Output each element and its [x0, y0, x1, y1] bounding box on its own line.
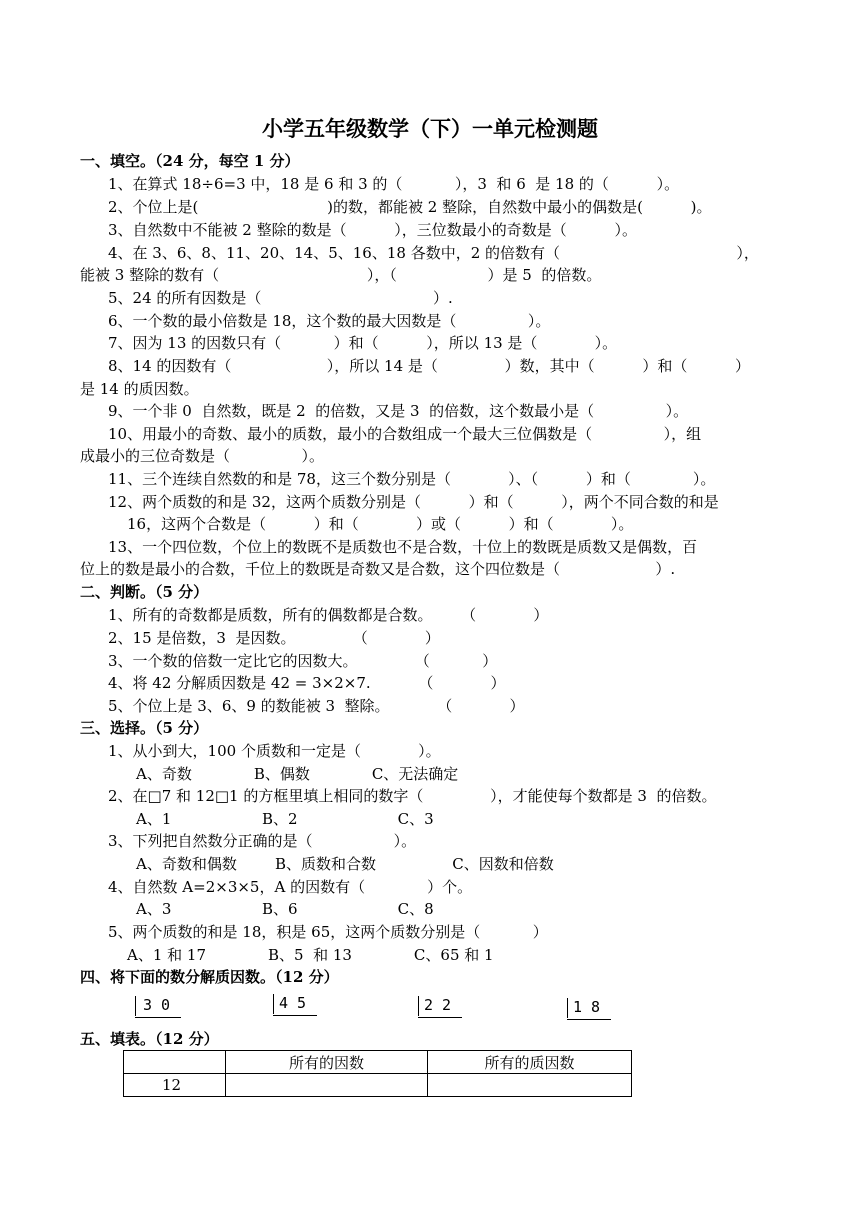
- question-2-4: 4、将 42 分解质因数是 42 = 3×2×7. （ ）: [108, 674, 506, 692]
- section-2-heading: 二、判断。（5 分）: [80, 583, 209, 601]
- factor-number-18: 1 8: [573, 998, 601, 1016]
- question-1-5: 5、24 的所有因数是（ ）.: [108, 289, 453, 307]
- factor-box-45: [273, 994, 317, 1014]
- table-row: [124, 1074, 632, 1097]
- question-3-4-options: A、3 B、6 C、8: [136, 900, 434, 918]
- question-3-3-options: A、奇数和偶数 B、质数和合数 C、因数和倍数: [136, 855, 554, 873]
- question-1-8b: 是 14 的质因数。: [80, 380, 199, 398]
- table-header-prime-factors: 所有的质因数: [428, 1051, 632, 1074]
- question-2-1: 1、所有的奇数都是质数，所有的偶数都是合数。 （ ）: [108, 606, 549, 624]
- question-2-5: 5、个位上是 3、6、9 的数能被 3 整除。 （ ）: [108, 697, 525, 715]
- factor-box-18: [567, 998, 611, 1018]
- factor-table: [123, 1050, 632, 1097]
- question-1-6: 6、一个数的最小倍数是 18，这个数的最大因数是（ ）。: [108, 312, 551, 330]
- table-header-row: [124, 1051, 632, 1074]
- question-1-4a: 4、在 3、6、8、11、20、14、5、16、18 各数中，2 的倍数有（ ），: [108, 244, 759, 262]
- question-1-10b: 成最小的三位奇数是（ ）。: [80, 447, 325, 465]
- factor-number-22: 2 2: [424, 996, 452, 1014]
- question-1-12b: 16，这两个合数是（ ）和（ ）或（ ）和（ ）。: [127, 515, 634, 533]
- question-3-2-options: A、1 B、2 C、3: [136, 810, 434, 828]
- question-3-1-options: A、奇数 B、偶数 C、无法确定: [136, 765, 459, 783]
- question-3-4: 4、自然数 A=2×3×5，A 的因数有（ ）个。: [108, 878, 473, 896]
- table-row-label: 12: [124, 1074, 226, 1097]
- table-corner-cell: [124, 1051, 226, 1074]
- question-1-7: 7、因为 13 的因数只有（ ）和（ ），所以 13 是（ ）。: [108, 334, 618, 352]
- question-1-13b: 位上的数是最小的合数，千位上的数既是奇数又是合数，这个四位数是（ ）.: [80, 560, 676, 578]
- question-2-3: 3、一个数的倍数一定比它的因数大。 （ ）: [108, 652, 498, 670]
- table-cell-prime-factors[interactable]: [428, 1074, 632, 1097]
- question-1-9: 9、一个非 0 自然数，既是 2 的倍数，又是 3 的倍数，这个数最小是（ ）。: [108, 402, 689, 420]
- factor-number-30: 3 0: [143, 996, 171, 1014]
- section-3-heading: 三、选择。（5 分）: [80, 719, 209, 737]
- section-1-heading: 一、填空。（24 分，每空 1 分）: [80, 152, 300, 170]
- question-3-1: 1、从小到大，100 个质数和一定是（ ）。: [108, 742, 441, 760]
- question-1-1: 1、在算式 18÷6=3 中，18 是 6 和 3 的（ ），3 和 6 是 18 的（ ）。: [108, 175, 680, 193]
- question-1-4b: 能被 3 整除的数有（ ），（ ）是 5 的倍数。: [80, 266, 602, 284]
- section-4-heading: 四、将下面的数分解质因数。（12 分）: [80, 968, 339, 986]
- factor-box-22: [418, 996, 462, 1016]
- table-header-all-factors: 所有的因数: [226, 1051, 428, 1074]
- question-1-10a: 10、用最小的奇数、最小的质数，最小的合数组成一个最大三位偶数是（ ），组: [108, 425, 702, 443]
- table-cell-all-factors[interactable]: [226, 1074, 428, 1097]
- question-3-5-options: A、1 和 17 B、5 和 13 C、65 和 1: [127, 946, 494, 964]
- question-1-13a: 13、一个四位数，个位上的数既不是质数也不是合数，十位上的数既是质数又是偶数，百: [108, 538, 698, 556]
- question-1-11: 11、三个连续自然数的和是 78，这三个数分别是（ ）、（ ）和（ ）。: [108, 470, 716, 488]
- factor-box-30: [135, 996, 181, 1016]
- question-3-5: 5、两个质数的和是 18，积是 65，这两个质数分别是（ ）: [108, 923, 548, 941]
- section-5-heading: 五、填表。（12 分）: [80, 1030, 219, 1048]
- page-title: 小学五年级数学（下）一单元检测题: [262, 116, 598, 141]
- question-1-12a: 12、两个质数的和是 32，这两个质数分别是（ ）和（ ），两个不同合数的和是: [108, 493, 719, 511]
- question-2-2: 2、15 是倍数，3 是因数。 （ ）: [108, 629, 440, 647]
- question-3-2: 2、在□7 和 12□1 的方框里填上相同的数字（ ），才能使每个数都是 3 的倍数。: [108, 787, 717, 805]
- question-1-2: 2、个位上是( )的数，都能被 2 整除，自然数中最小的偶数是( )。: [108, 198, 712, 216]
- question-1-3: 3、自然数中不能被 2 整除的数是（ ），三位数最小的奇数是（ ）。: [108, 221, 637, 239]
- question-3-3: 3、下列把自然数分正确的是（ ）。: [108, 832, 417, 850]
- factor-number-45: 4 5: [279, 994, 307, 1012]
- question-1-8a: 8、14 的因数有（ ），所以 14 是（ ）数，其中（ ）和（ ）: [108, 357, 750, 375]
